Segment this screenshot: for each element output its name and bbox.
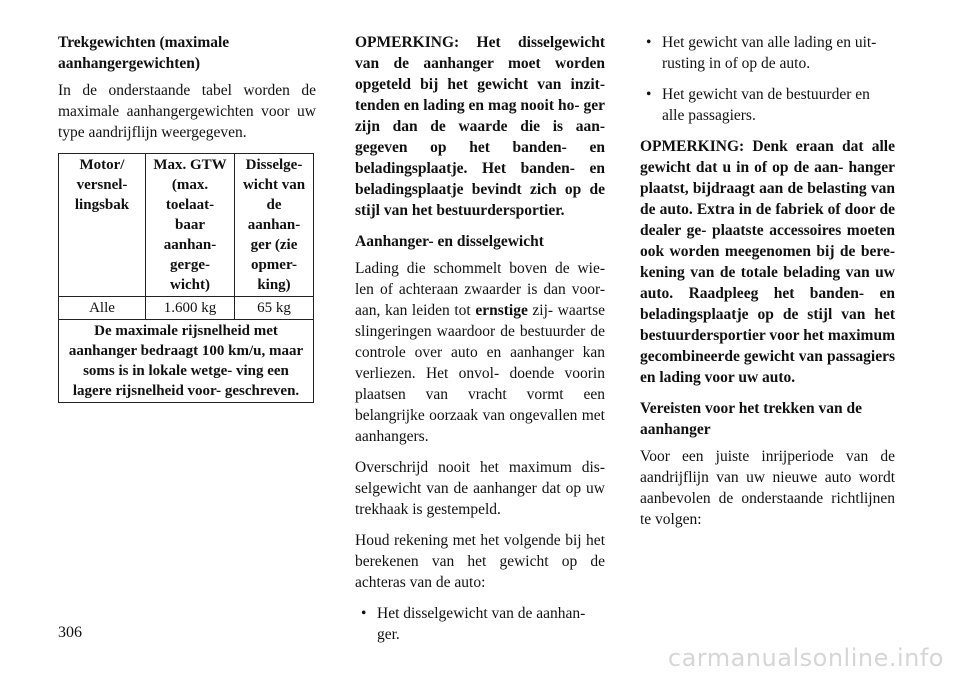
list-item: • Het disselgewicht van de aanhan- ger. xyxy=(355,603,605,645)
table-header-row xyxy=(59,154,314,297)
paragraph-rear-axle: Houd rekening met het volgende bij het berekenen van het gewicht op de achteras van de auto: xyxy=(355,532,605,591)
table-note: De maximale rijsnelheid met aanhanger bedraagt 100 km/u, maar soms is in lokale wetge- ving een lagere rijsnelheid voor- geschreven. xyxy=(59,320,314,403)
cell-engine: Alle xyxy=(59,297,146,320)
header-max-gtw: Max. GTW (max. toelaat- baar aanhan- gerge- wicht) xyxy=(146,154,235,297)
intro-paragraph: In de onderstaande tabel worden de maximale aanhangergewichten voor uw type aandrijflijn weergegeven. xyxy=(58,82,316,141)
header-tongue-weight: Disselge- wicht van de aanhan- ger (zie opmer- king) xyxy=(235,154,314,297)
cell-gtw: 1.600 kg xyxy=(146,297,235,320)
section-heading-towing-requirements: Vereisten voor het trekken van de aanhanger xyxy=(640,400,863,438)
weight-bullet-list xyxy=(355,603,605,645)
page-number: 306 xyxy=(58,624,82,641)
paragraph-max-tongue: Overschrijd nooit het maximum dis- selgewicht van de aanhanger dat op uw trekhaak is gestempeld. xyxy=(355,459,605,518)
paragraph-break-in: Voor een juiste inrijperiode van de aandrijflijn van uw nieuwe auto wordt aanbevolen de onderstaande richtlijnen te volgen: xyxy=(640,448,895,528)
trailer-weight-table xyxy=(58,153,314,403)
note-tongue-weight: OPMERKING: Het disselgewicht van de aanhanger moet worden opgeteld bij het gewicht van inzit- tenden en lading en mag nooit ho- ger zijn dan de waarde die is aan- gegeven op het banden- en beladingsplaatje. Het banden- en beladingsplaatje bevindt zich op de stijl van het bestuurdersportier. xyxy=(355,34,605,219)
paragraph-load-distribution xyxy=(355,258,605,447)
header-engine-transmission: Motor/ versnel- lingsbak xyxy=(59,154,146,297)
section-heading-trailer-tongue-weight: Aanhanger- en disselgewicht xyxy=(355,233,544,250)
right-column xyxy=(640,32,895,540)
p1-text-after: zij- waartse slingeringen waardoor de bestuurder de controle over auto en aanhanger kan verliezen. Het onvol- doende voorin plaatsen van vracht vormt een belangrijke oorzaak van ongevallen met aanhangers. xyxy=(355,302,605,445)
left-column xyxy=(58,32,316,403)
p1-text-before: Lading die schommelt boven de wie- len of achteraan zwaarder is dan voor- aan, kan leiden tot xyxy=(355,260,605,319)
cell-tongue: 65 kg xyxy=(235,297,314,320)
watermark: carmanualsonline.info xyxy=(667,644,944,672)
table-row xyxy=(59,297,314,320)
list-item: • Het gewicht van alle lading en uit- rusting in of op de auto. xyxy=(640,32,895,74)
p1-bold-word: ernstige xyxy=(475,302,528,319)
section-heading-towing-weights: Trekgewichten (maximale aanhangergewichten) xyxy=(58,34,230,72)
list-item: • Het gewicht van de bestuurder en alle passagiers. xyxy=(640,84,895,126)
note-total-load: OPMERKING: Denk eraan dat alle gewicht dat u in of op de aan- hanger plaatst, bijdraagt aan de belasting van de auto. Extra in de fabriek of door de dealer ge- plaatste accessoires moeten ook worden meegenomen bij de bere- kening van de totale belading van uw auto. Raadpleeg het banden- en beladingsplaatje op de stijl van het bestuurdersportier voor het maximum gecombineerde gewicht van passagiers en lading voor uw auto. xyxy=(640,138,895,386)
table-note-row xyxy=(59,320,314,403)
weight-bullet-list-continued xyxy=(640,32,895,126)
middle-column xyxy=(355,32,605,655)
